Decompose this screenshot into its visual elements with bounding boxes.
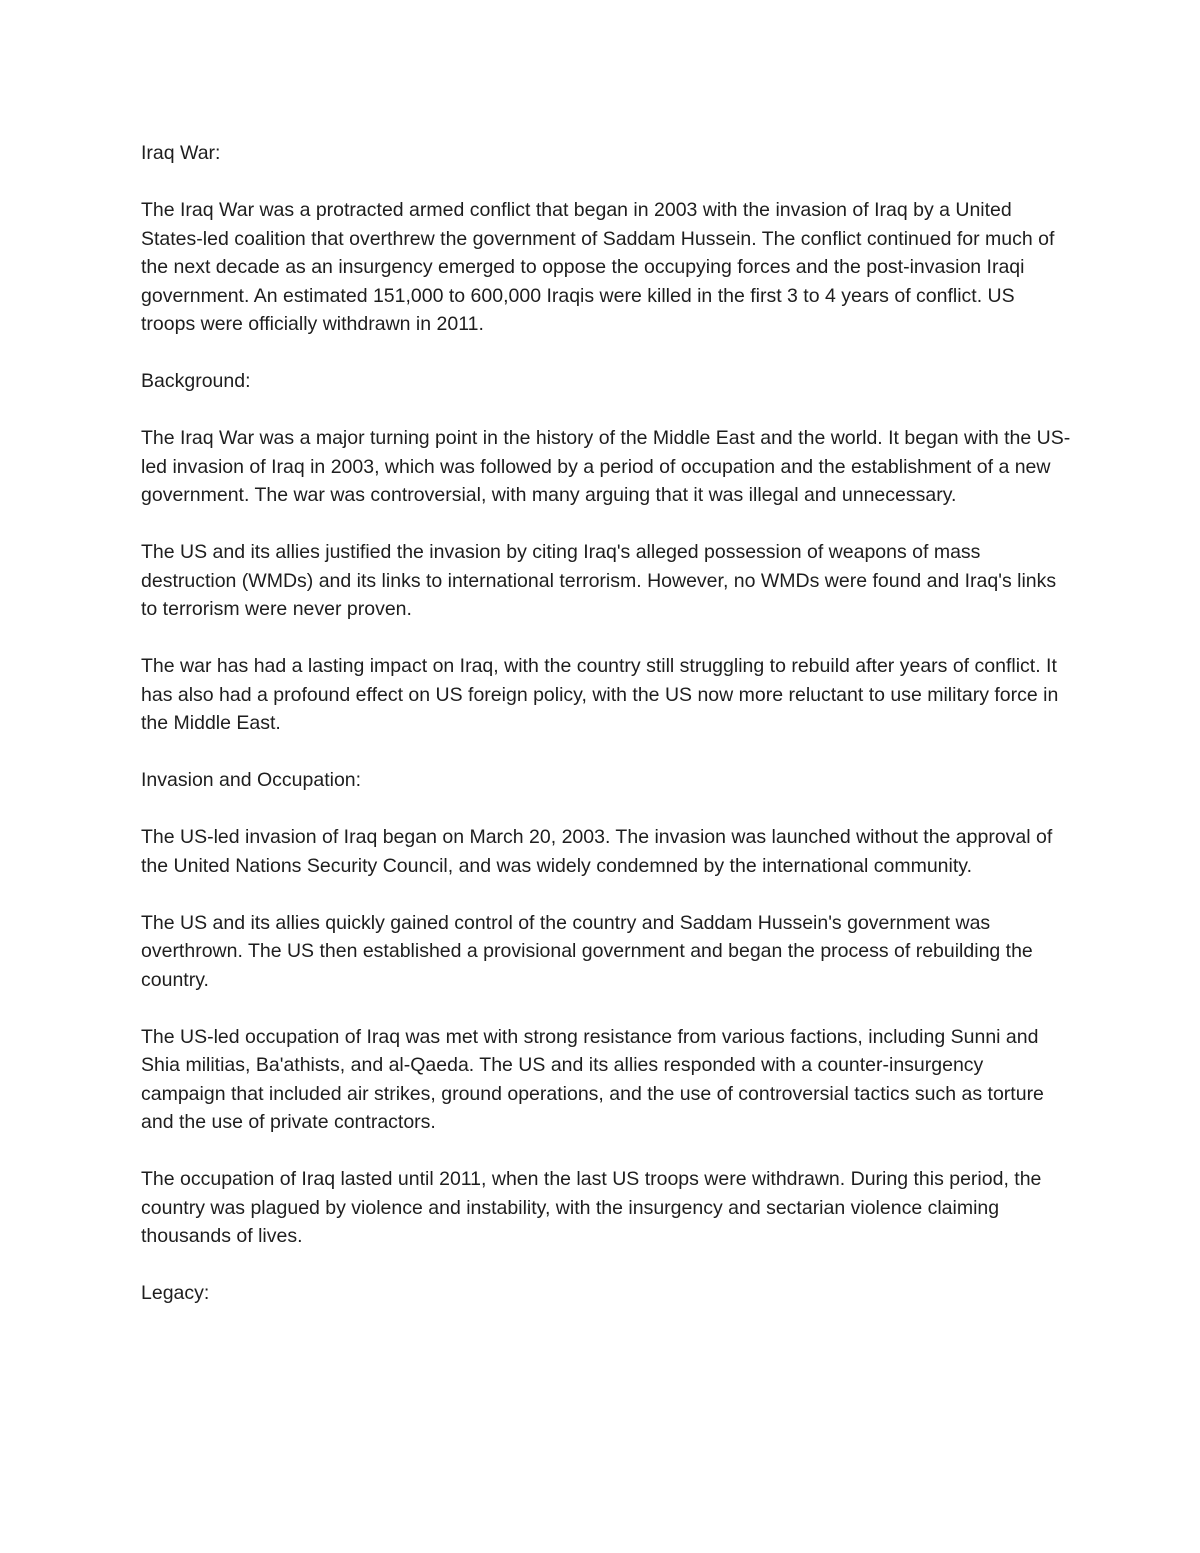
paragraph-background-3: The war has had a lasting impact on Iraq, with the country still struggling to rebuild after years of conflict. It has also had a profound effect on US foreign policy, with the US now more reluctant to use military force in the Middle East. — [141, 655, 1059, 734]
paragraph-iraq-war-intro: The Iraq War was a protracted armed conflict that began in 2003 with the invasion of Iraq by a United States-led coalition that overthrew the government of Saddam Hussein. The conflict continued for much of the next decade as an insurgency emerged to oppose the occupying forces and the post-invasion Iraqi government. An estimated 151,000 to 600,000 Iraqis were killed in the first 3 to 4 years of conflict. US troops were officially withdrawn in 2011. — [141, 199, 1055, 335]
document-page — [141, 139, 1071, 1336]
paragraph-invasion-4: The occupation of Iraq lasted until 2011, when the last US troops were withdrawn. During this period, the country was plagued by violence and instability, with the insurgency and sectarian violence claiming thousands of lives. — [141, 1168, 1042, 1247]
paragraph-background-1: The Iraq War was a major turning point in the history of the Middle East and the world. It began with the US-led invasion of Iraq in 2003, which was followed by a period of occupation and the establishment of a new government. The war was controversial, with many arguing that it was illegal and unnecessary. — [141, 427, 1071, 506]
paragraph-invasion-2: The US and its allies quickly gained control of the country and Saddam Hussein's government was overthrown. The US then established a provisional government and began the process of rebuilding the country. — [141, 911, 1033, 991]
paragraph-invasion-1: The US-led invasion of Iraq began on March 20, 2003. The invasion was launched without the approval of the United Nations Security Council, and was widely condemned by the international community. — [141, 826, 1053, 877]
section-heading-iraq-war: Iraq War: — [141, 142, 221, 164]
section-heading-background: Background: — [141, 370, 251, 392]
section-heading-legacy: Legacy: — [141, 1282, 210, 1304]
section-heading-invasion: Invasion and Occupation: — [141, 769, 362, 791]
paragraph-invasion-3: The US-led occupation of Iraq was met with strong resistance from various factions, including Sunni and Shia militias, Ba'athists, and al-Qaeda. The US and its allies responded with a counter-insurgency campaign that included air strikes, ground operations, and the use of controversial tactics such as torture and the use of private contractors. — [141, 1025, 1044, 1133]
paragraph-background-2: The US and its allies justified the invasion by citing Iraq's alleged possession of weapons of mass destruction (WMDs) and its links to international terrorism. However, no WMDs were found and Iraq's links to terrorism were never proven. — [141, 541, 1057, 620]
